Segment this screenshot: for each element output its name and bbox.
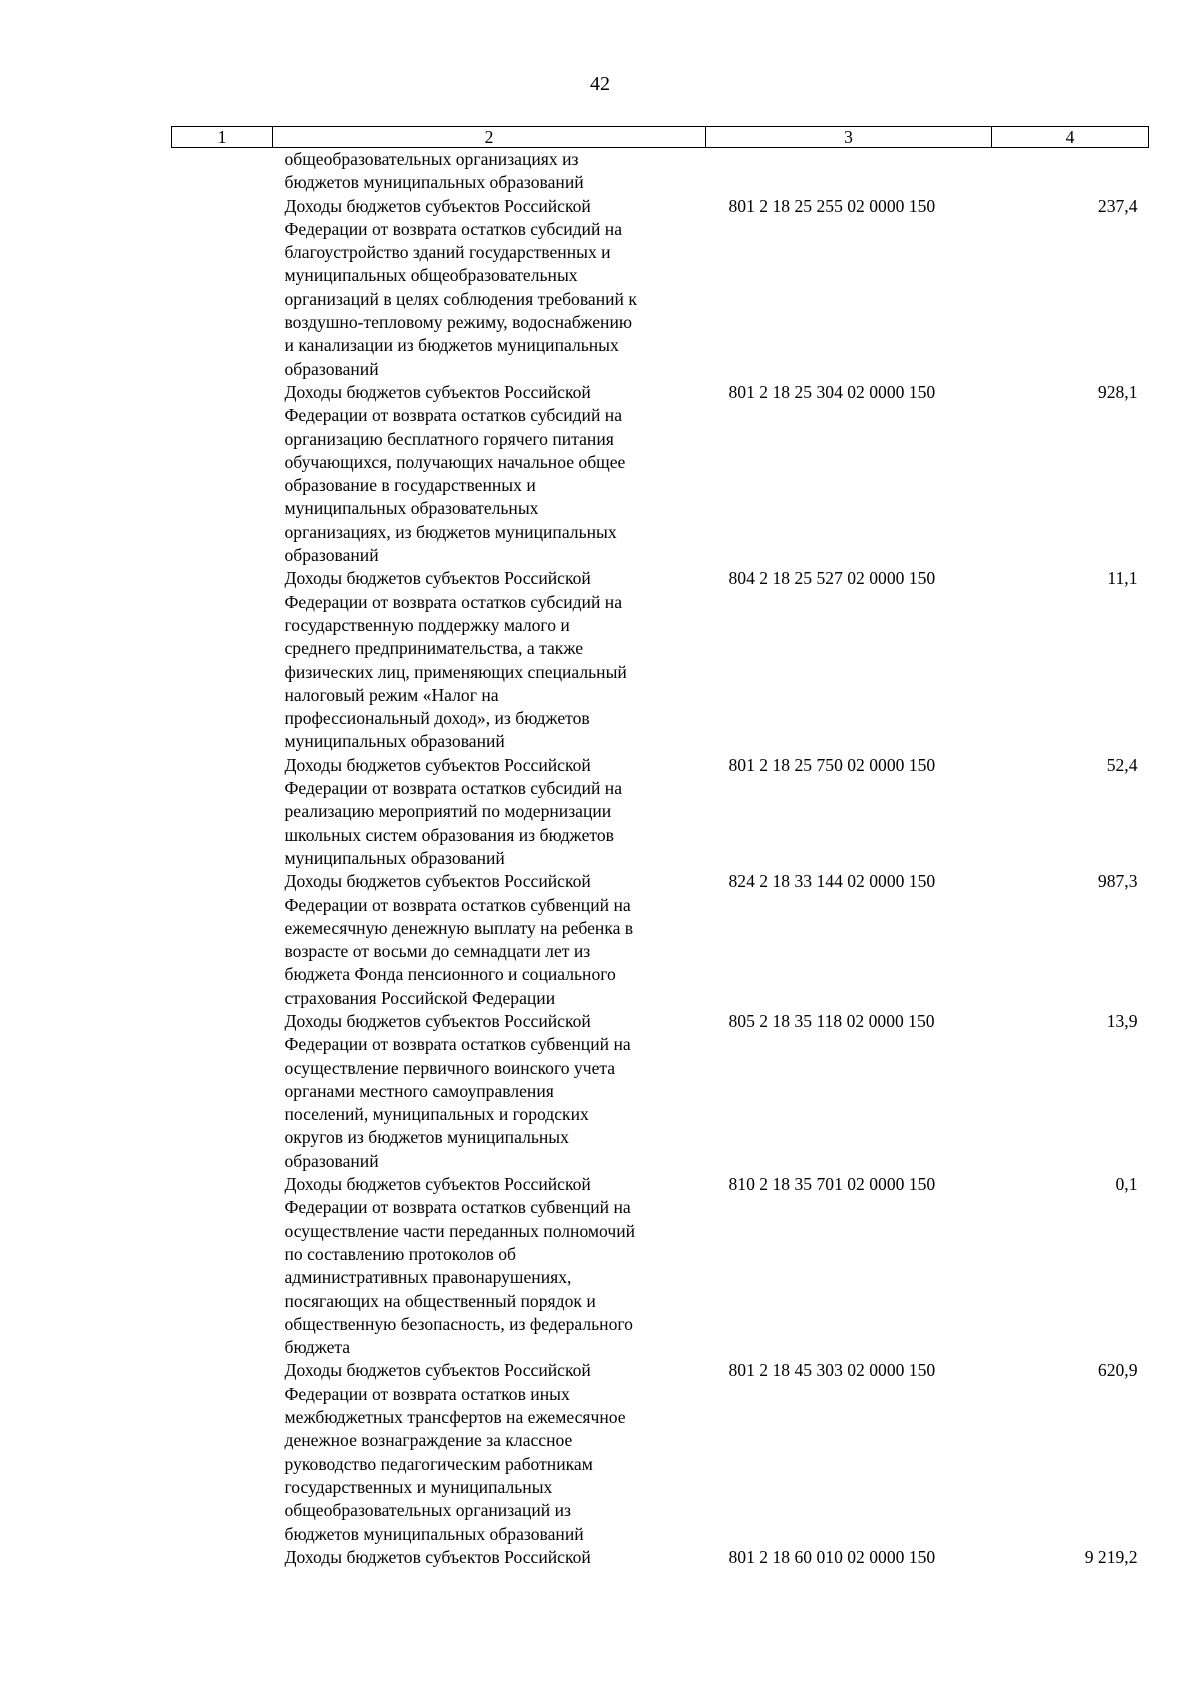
row-index-cell <box>172 381 273 567</box>
budget-code-cell <box>706 148 992 195</box>
revenue-name-line: бюджета <box>284 1337 351 1358</box>
table-body <box>172 148 1149 1570</box>
revenue-name-line: муниципальных образований <box>284 731 505 752</box>
revenue-name-line: возрасте от восьми до семнадцати лет из <box>284 941 591 962</box>
revenue-name-line: Доходы бюджетов субъектов Российской <box>284 754 591 775</box>
amount-cell: 237,4 <box>1097 195 1138 216</box>
revenue-name-line: Федерации от возврата остатков субсидий на <box>284 778 623 799</box>
table-row <box>172 870 1149 1010</box>
row-index-cell <box>172 567 273 753</box>
revenue-name-line: школьных систем образования из бюджетов <box>284 824 614 845</box>
table-row <box>172 381 1149 567</box>
revenue-name-line: бюджета Фонда пенсионного и социального <box>284 964 616 985</box>
revenue-name-line: налоговый режим «Налог на <box>284 684 499 705</box>
amount-cell: 52,4 <box>1106 754 1138 775</box>
revenue-name-line: посягающих на общественный порядок и <box>284 1290 596 1311</box>
table-row <box>172 1546 1149 1569</box>
revenue-name-line: муниципальных образований <box>284 847 505 868</box>
header-col-4: 4 <box>992 127 1149 148</box>
revenue-name-cell <box>273 1010 706 1173</box>
revenue-name-cell <box>273 1546 706 1569</box>
revenue-name-line: среднего предпринимательства, а также <box>284 638 584 659</box>
revenue-name-line: денежное вознаграждение за классное <box>284 1430 573 1451</box>
revenue-name-line: осуществление первичного воинского учета <box>284 1057 616 1078</box>
amount-cell: 13,9 <box>1106 1010 1138 1031</box>
revenue-name-cell <box>273 148 706 195</box>
revenue-name-line: образование в государственных и <box>284 475 536 496</box>
revenue-name-line: организаций в целях соблюдения требований к <box>284 288 637 309</box>
row-index-cell <box>172 1010 273 1173</box>
revenue-name-line: образований <box>284 358 379 379</box>
revenue-name-line: по составлению протоколов об <box>284 1243 516 1264</box>
budget-code-cell: 801 2 18 45 303 02 0000 150 <box>728 1360 936 1381</box>
revenue-name-line: Доходы бюджетов субъектов Российской <box>284 195 591 216</box>
revenue-name-line: Федерации от возврата остатков субвенций на <box>284 1197 631 1218</box>
header-col-1: 1 <box>172 127 273 148</box>
table-header <box>172 127 1149 148</box>
revenue-name-cell <box>273 754 706 870</box>
revenue-name-line: общеобразовательных организаций из <box>284 1500 571 1521</box>
amount-cell: 0,1 <box>1115 1174 1138 1195</box>
budget-code-cell: 801 2 18 25 255 02 0000 150 <box>728 195 936 216</box>
revenue-name-line: бюджетов муниципальных образований <box>284 172 584 193</box>
row-index-cell <box>172 148 273 195</box>
revenue-name-line: реализацию мероприятий по модернизации <box>284 801 612 822</box>
amount-cell <box>992 148 1149 195</box>
budget-code-cell: 801 2 18 25 304 02 0000 150 <box>728 381 936 402</box>
revenue-name-line: и канализации из бюджетов муниципальных <box>284 335 619 356</box>
row-index-cell <box>172 195 273 381</box>
revenue-name-line: Доходы бюджетов субъектов Российской <box>284 1010 591 1031</box>
table-row <box>172 567 1149 753</box>
revenue-name-line: бюджетов муниципальных образований <box>284 1523 584 1544</box>
revenue-name-line: осуществление части переданных полномочий <box>284 1220 636 1241</box>
row-index-cell <box>172 870 273 1010</box>
table-row <box>172 1359 1149 1545</box>
revenue-name-line: Федерации от возврата остатков субвенций на <box>284 1034 631 1055</box>
revenue-name-line: Доходы бюджетов субъектов Российской <box>284 1360 591 1381</box>
table-row <box>172 754 1149 870</box>
row-index-cell <box>172 1546 273 1569</box>
budget-code-cell: 824 2 18 33 144 02 0000 150 <box>728 871 936 892</box>
revenue-name-line: Федерации от возврата остатков субсидий на <box>284 218 623 239</box>
revenue-name-line: общественную безопасность, из федерального <box>284 1313 633 1334</box>
revenue-name-line: поселений, муниципальных и городских <box>284 1104 589 1125</box>
budget-code-cell: 801 2 18 25 750 02 0000 150 <box>728 754 936 775</box>
revenue-name-cell <box>273 567 706 753</box>
amount-cell: 11,1 <box>1107 568 1138 589</box>
budget-code-cell: 805 2 18 35 118 02 0000 150 <box>728 1010 935 1031</box>
page-number: 42 <box>590 73 610 95</box>
revenue-name-line: Доходы бюджетов субъектов Российской <box>284 568 591 589</box>
revenue-name-line: Доходы бюджетов субъектов Российской <box>284 1546 591 1567</box>
revenue-name-line: Доходы бюджетов субъектов Российской <box>284 1174 591 1195</box>
revenue-name-line: физических лиц, применяющих специальный <box>284 661 627 682</box>
revenue-name-line: страхования Российской Федерации <box>284 987 556 1008</box>
revenue-name-line: органами местного самоуправления <box>284 1080 554 1101</box>
revenue-name-cell <box>273 1173 706 1359</box>
revenue-name-line: организациях, из бюджетов муниципальных <box>284 521 617 542</box>
revenue-name-line: Федерации от возврата остатков субсидий на <box>284 405 623 426</box>
row-index-cell <box>172 1173 273 1359</box>
revenue-name-line: муниципальных образовательных <box>284 498 539 519</box>
revenue-name-line: Федерации от возврата остатков субсидий на <box>284 591 623 612</box>
revenue-name-cell <box>273 195 706 381</box>
budget-code-cell: 801 2 18 60 010 02 0000 150 <box>728 1546 936 1567</box>
revenue-name-cell <box>273 1359 706 1545</box>
amount-cell: 620,9 <box>1097 1360 1138 1381</box>
revenue-name-line: благоустройство зданий государственных и <box>284 242 611 263</box>
revenue-name-line: руководство педагогическим работникам <box>284 1453 593 1474</box>
revenue-name-line: Доходы бюджетов субъектов Российской <box>284 871 591 892</box>
table-row <box>172 195 1149 381</box>
amount-cell: 9 219,2 <box>1084 1546 1138 1567</box>
amount-cell: 987,3 <box>1097 871 1138 892</box>
table-row <box>172 1173 1149 1359</box>
revenue-table <box>171 126 1149 1569</box>
header-col-2: 2 <box>273 127 706 148</box>
header-col-3: 3 <box>706 127 992 148</box>
revenue-name-line: общеобразовательных организациях из <box>284 149 579 169</box>
header-row <box>172 127 1149 148</box>
table-row <box>172 1010 1149 1173</box>
revenue-name-line: государственных и муниципальных <box>284 1476 553 1497</box>
revenue-name-line: межбюджетных трансфертов на ежемесячное <box>284 1407 626 1428</box>
revenue-name-cell <box>273 381 706 567</box>
revenue-name-line: воздушно-тепловому режиму, водоснабжению <box>284 312 633 333</box>
revenue-name-line: муниципальных общеобразовательных <box>284 265 578 286</box>
revenue-name-line: Федерации от возврата остатков субвенций на <box>284 894 631 915</box>
revenue-name-cell <box>273 870 706 1010</box>
revenue-name-line: образований <box>284 1150 379 1171</box>
revenue-name-line: административных правонарушениях, <box>284 1267 572 1288</box>
revenue-name-line: обучающихся, получающих начальное общее <box>284 451 626 472</box>
revenue-name-line: профессиональный доход», из бюджетов <box>284 708 590 729</box>
table-row <box>172 148 1149 195</box>
revenue-name-line: Федерации от возврата остатков иных <box>284 1383 570 1404</box>
revenue-name-line: ежемесячную денежную выплату на ребенка в <box>284 917 634 938</box>
row-index-cell <box>172 754 273 870</box>
amount-cell: 928,1 <box>1097 381 1138 402</box>
revenue-name-line: образований <box>284 545 379 566</box>
row-index-cell <box>172 1359 273 1545</box>
revenue-name-line: округов из бюджетов муниципальных <box>284 1127 569 1148</box>
budget-code-cell: 804 2 18 25 527 02 0000 150 <box>728 568 936 589</box>
revenue-name-line: организацию бесплатного горячего питания <box>284 428 614 449</box>
budget-code-cell: 810 2 18 35 701 02 0000 150 <box>728 1174 936 1195</box>
revenue-name-line: Доходы бюджетов субъектов Российской <box>284 381 591 402</box>
revenue-name-line: государственную поддержку малого и <box>284 614 570 635</box>
